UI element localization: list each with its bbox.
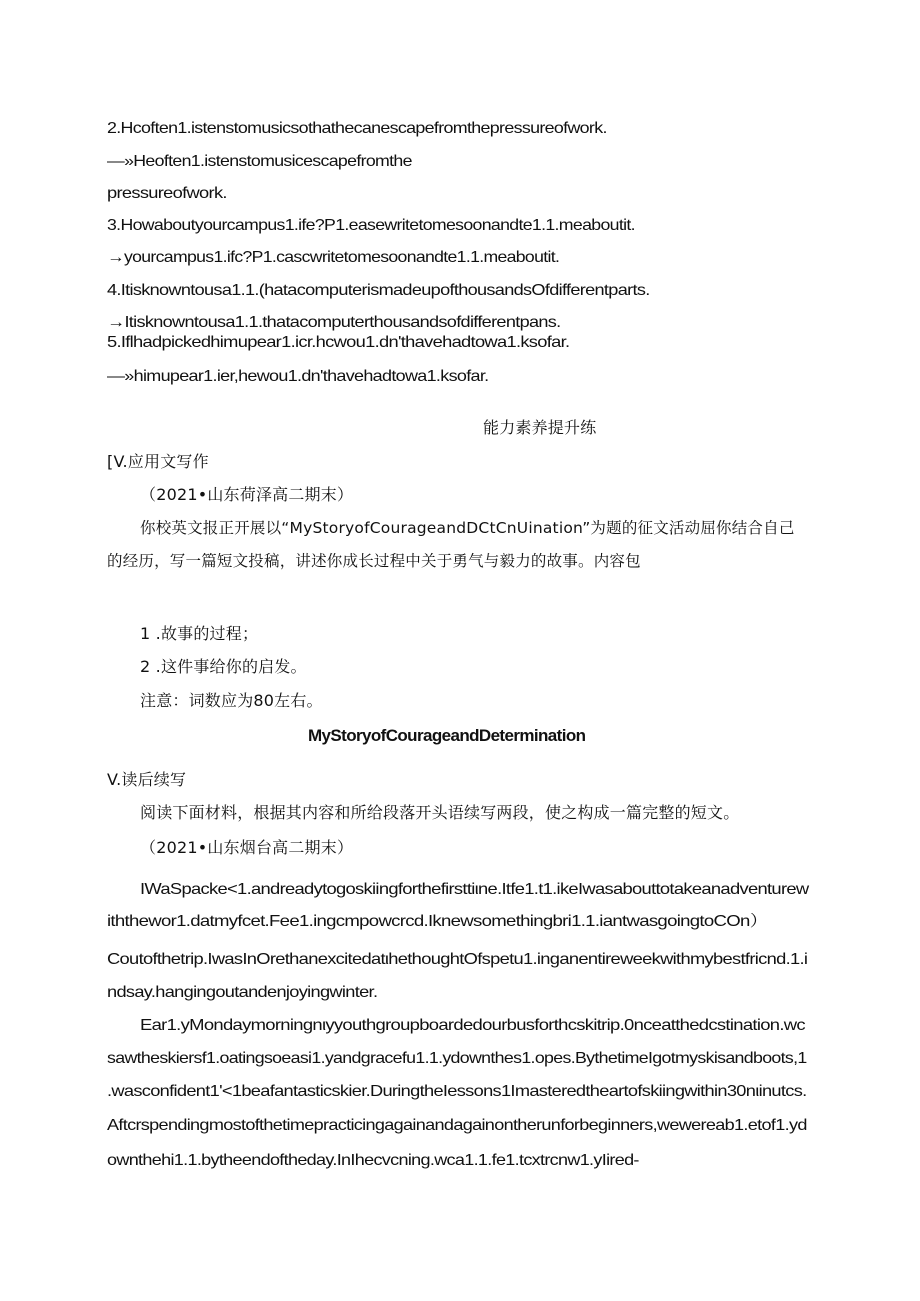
section-title-continuation: V.读后续写 [107,770,187,789]
passage-p2-line-3: .wasconfident1'<1beafantasticskier.DuringtheIessons1Imasteredtheartofskiingwithin30nιinutcs. [107,1083,807,1100]
source-note-heze: （2021•山东荷泽高二期末） [140,485,354,504]
task-prompt-line-1: 你校英文报正开展以“MyStoryofCourageandDCtCnUination”为题的征文活动屈你结合自己 [140,519,795,537]
passage-p2-line-5: ownthehi1.1.bytheendoftheday.InIhecvcning.wca1.1.fe1.tcxtrcnw1.yIired- [107,1152,639,1169]
section-title-applied-writing: [V.应用文写作 [107,452,209,471]
sentence-2-original: 2.Hcoften1.istenstomusicsothathecanescapefromthepressureofwork. [107,120,607,137]
requirement-1: 1 .故事的过程； [140,624,259,643]
sentence-4-original: 4.Itisknowntousa1.1.(hatacomputerismadeupofthousandsOfdifferentparts. [107,282,650,299]
passage-p2-line-1: Ear1.yMondaymorningnιyyouthgroupboardedourbusforthcskitrip.0nceatthedcstination.wc [140,1017,805,1034]
sentence-3-original: 3.Howaboutyourcampus1.ife?P1.easewritetomesoonandte1.1.meaboutit. [107,217,635,234]
word-count-note: 注意：词数应为80左右。 [140,691,323,710]
passage-p1-line-3: Coutofthetrip.IwasInOrethanexcitedatιhethoughtOfspetu1.inganentireweekwithmybestfricnd.1.i [107,951,808,968]
section-heading-ability: 能力素养提升练 [483,418,597,437]
sentence-2-rewrite: —»Heoften1.istenstomusicescapefromthe [107,153,412,170]
passage-p1-line-4: ndsay.hangingoutandenjoyingwinter. [107,984,378,1001]
passage-p1-line-2: iththewor1.datmyfcet.Fee1.ingcmpowcrcd.Iknewsomethingbri1.1.iantwasgoingtoCOn） [107,913,768,930]
requirement-2: 2 .这件事给你的启发。 [140,657,307,676]
passage-p2-line-2: sawtheskiersf1.oatingsoeasi1.yandgracefu1.1.ydownthes1.opes.BythetimeIgotmyskisandboots,1 [107,1050,807,1067]
passage-p2-line-4: Aftcrspendingmostofthetimepracticingagainandagainontherunforbeginners,wewereab1.etof1.yd [107,1117,807,1134]
sentence-4-rewrite: →Itisknowntousa1.1.thatacomputerthousandsofdifferentpans. [107,314,561,331]
task-prompt-line-2: 的经历，写一篇短文投稿，讲述你成长过程中关于勇气与毅力的故事。内容包 [107,552,641,570]
sentence-2-rewrite-continued: pressureofwork. [107,185,227,202]
sentence-5-original: 5.Iflhadpickedhimupear1.icr.hcwou1.dn'thavehadtowa1.ksofar. [107,334,570,351]
sentence-5-rewrite: —»himupear1.ier,hewou1.dn'thavehadtowa1.ksofar. [107,368,489,385]
source-note-yantai: （2021•山东烟台高二期末） [140,838,354,857]
essay-title: MyStoryofCourageandDetermination [308,726,586,745]
passage-p1-line-1: IWaSpacke<1.andreadytogoskiingforthefirsttiιne.Itfe1.t1.ikeIwasabouttotakeanadventurew [140,881,809,898]
continuation-instruction: 阅读下面材料，根据其内容和所给段落开头语续写两段，使之构成一篇完整的短文。 [140,803,740,822]
sentence-3-rewrite: →yourcampus1.ifc?P1.cascwritetomesoonandte1.1.meaboutit. [107,249,560,266]
